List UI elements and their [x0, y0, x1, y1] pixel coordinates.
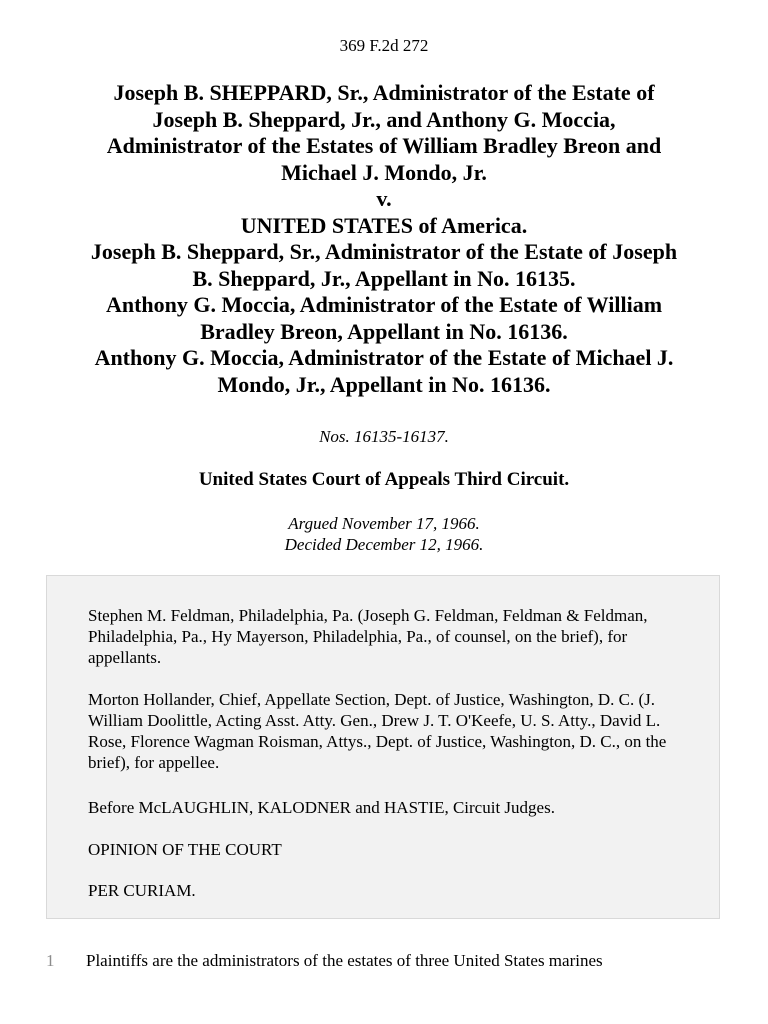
caption-line: Joseph B. Sheppard, Jr., and Anthony G. Moccia,: [152, 106, 616, 132]
counsel-panel: [46, 575, 720, 919]
judges-panel: Before McLAUGHLIN, KALODNER and HASTIE, Circuit Judges.: [88, 798, 555, 817]
counsel-appellants: Stephen M. Feldman, Philadelphia, Pa. (Joseph G. Feldman, Feldman & Feldman, Philadelphia, Pa., Hy Mayerson, Philadelphia, Pa., of counsel, on the brief), for appellants.: [88, 606, 648, 667]
caption-line: Administrator of the Estates of William Bradley Breon and: [106, 133, 662, 158]
caption-line: Joseph B. Sheppard, Sr., Administrator of the Estate of Joseph: [90, 239, 678, 264]
caption-versus: v.: [376, 186, 392, 211]
caption-line: Michael J. Mondo, Jr.: [281, 159, 487, 185]
court-name: United States Court of Appeals Third Circuit.: [198, 469, 570, 490]
caption-line: B. Sheppard, Jr., Appellant in No. 16135.: [192, 265, 576, 291]
caption-line: Anthony G. Moccia, Administrator of the Estate of William: [105, 292, 663, 317]
caption-line: Anthony G. Moccia, Administrator of the Estate of Michael J.: [94, 345, 674, 370]
case-dates: [0, 513, 768, 555]
docket-numbers: Nos. 16135-16137.: [319, 427, 449, 446]
paragraph-text: Plaintiffs are the administrators of the estates of three United States marines: [86, 951, 603, 970]
argued-date: Argued November 17, 1966.: [288, 514, 480, 533]
caption-line: UNITED STATES of America.: [240, 212, 528, 238]
case-caption: [30, 80, 738, 398]
caption-line: Bradley Breon, Appellant in No. 16136.: [200, 318, 568, 344]
case-citation: 369 F.2d 272: [339, 36, 429, 55]
caption-line: Mondo, Jr., Appellant in No. 16136.: [217, 371, 551, 397]
counsel-appellee: Morton Hollander, Chief, Appellate Section, Dept. of Justice, Washington, D. C. (J. William Doolittle, Acting Asst. Atty. Gen., Drew J. T. O'Keefe, U. S. Atty., David L. Rose, Florence Wagman Roisman, Attys., Dept. of Justice, Washington, D. C., on the brief), for appellee.: [88, 690, 667, 772]
paragraph-number: 1: [46, 951, 55, 970]
decided-date: Decided December 12, 1966.: [284, 535, 484, 554]
caption-line: Joseph B. SHEPPARD, Sr., Administrator of the Estate of: [113, 80, 655, 105]
opinion-heading: OPINION OF THE COURT: [88, 840, 282, 859]
per-curiam: PER CURIAM.: [88, 881, 196, 900]
